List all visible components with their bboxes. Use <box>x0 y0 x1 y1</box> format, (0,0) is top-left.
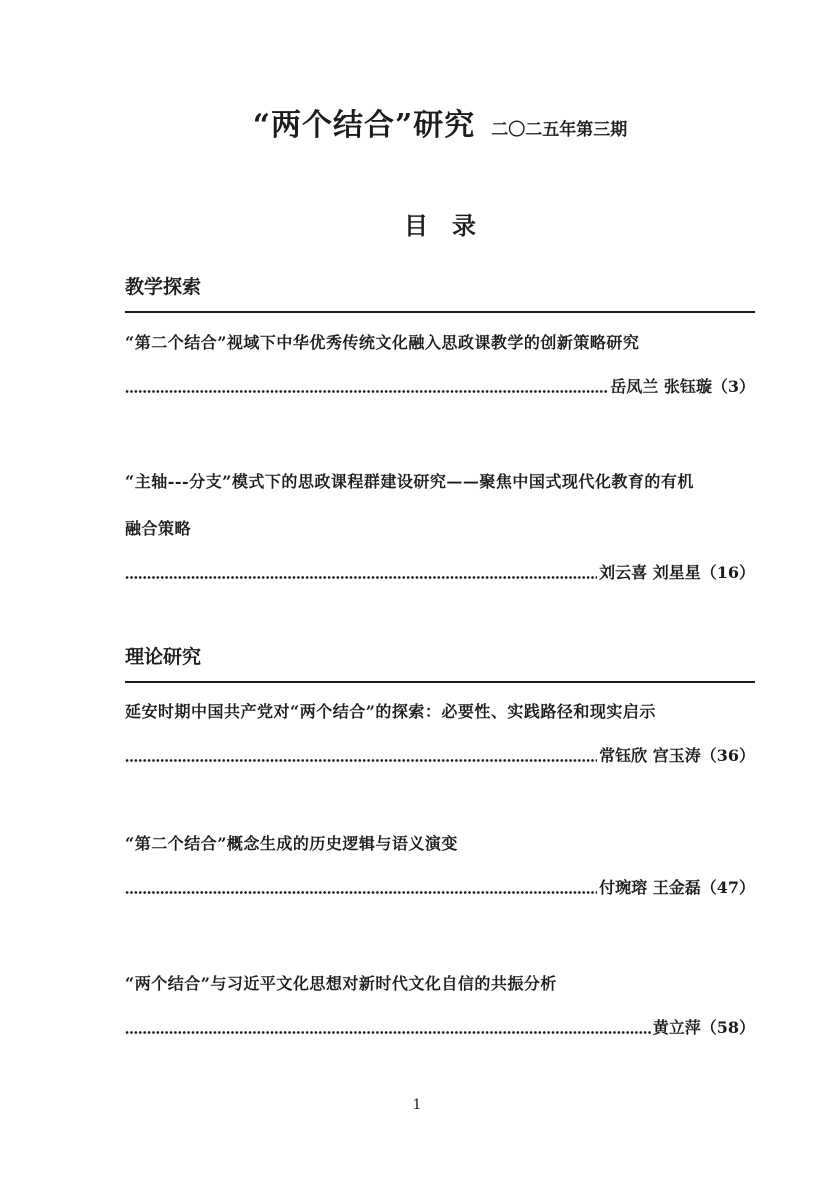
toc-leader-row <box>125 560 755 586</box>
article-title-line: “两个结合”与习近平文化思想对新时代文化自信的共振分析 <box>125 974 557 993</box>
article-title <box>125 458 755 552</box>
toc-leader-row <box>125 1015 755 1041</box>
article-authors: 黄立萍 <box>652 1018 701 1037</box>
toc-entry <box>125 458 755 586</box>
toc-entry <box>125 319 755 400</box>
toc-entry <box>125 688 755 769</box>
article-page-number: （16） <box>700 563 755 582</box>
dot-leader <box>125 758 597 763</box>
article-title-line: “第二个结合”视域下中华优秀传统文化融入思政课教学的创新策略研究 <box>125 333 640 352</box>
section-heading-teaching: 教学探索 <box>125 273 755 313</box>
article-authors: 岳凤兰 张钰璇 <box>610 377 712 396</box>
dot-leader <box>125 389 608 394</box>
dot-leader <box>125 890 597 895</box>
article-title <box>125 960 755 1007</box>
dot-leader <box>125 575 597 580</box>
article-authors: 常钰欣 宫玉涛 <box>599 746 701 765</box>
toc-leader-row <box>125 374 755 400</box>
article-title-line: 融合策略 <box>125 519 192 538</box>
article-title-line: 延安时期中国共产党对“两个结合”的探索：必要性、实践路径和现实启示 <box>125 702 656 721</box>
toc-leader-row <box>125 743 755 769</box>
toc-entry <box>125 960 755 1041</box>
article-title-line: “主轴---分支”模式下的思政课程群建设研究——聚焦中国式现代化教育的有机 <box>125 472 694 491</box>
journal-title-row <box>125 100 755 144</box>
article-title <box>125 820 755 867</box>
article-title <box>125 319 755 366</box>
article-title-line: “第二个结合”概念生成的历史逻辑与语义演变 <box>125 834 458 853</box>
article-page-number: （47） <box>700 878 755 897</box>
dot-leader <box>125 1030 651 1035</box>
article-title <box>125 688 755 735</box>
article-authors: 刘云喜 刘星星 <box>599 563 701 582</box>
article-authors: 付琬瑢 王金磊 <box>599 878 701 897</box>
article-page-number: （58） <box>700 1018 755 1037</box>
page-number: 1 <box>412 1097 422 1113</box>
toc-heading: 目 录 <box>404 211 476 240</box>
article-page-number: （3） <box>711 377 755 396</box>
section-heading-theory: 理论研究 <box>125 643 755 683</box>
article-page-number: （36） <box>700 746 755 765</box>
toc-entry <box>125 820 755 901</box>
journal-title: “两个结合”研究 <box>252 108 476 143</box>
journal-issue: 二〇二五年第三期 <box>491 120 628 140</box>
toc-leader-row <box>125 875 755 901</box>
